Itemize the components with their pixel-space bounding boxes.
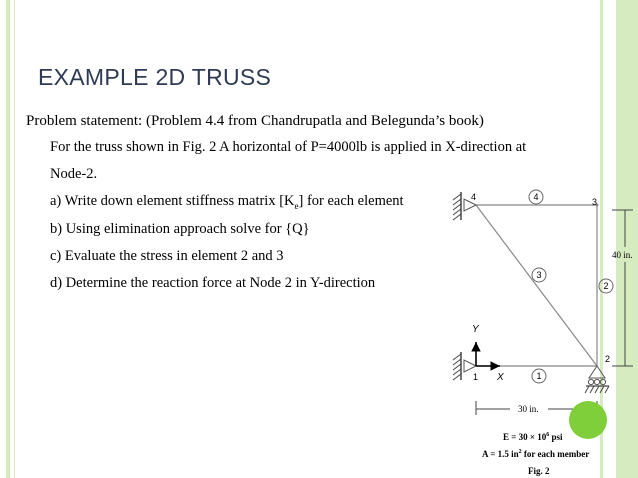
- element-label-2: [599, 279, 613, 293]
- svg-text:2: 2: [603, 281, 609, 291]
- question-a-rest: ] for each element: [298, 193, 404, 209]
- node-label-4: 4: [471, 192, 477, 202]
- svg-text:1: 1: [536, 371, 542, 381]
- x-axis-label: X: [497, 372, 504, 383]
- svg-text:3: 3: [536, 270, 542, 280]
- node-label-1: 1: [473, 372, 479, 382]
- area-text: A = 1.5 $in^2$ for each member: [482, 449, 590, 459]
- slide-title: EXAMPLE 2D TRUSS: [38, 64, 272, 90]
- modulus-text: $E = 30 \times 10^6$ psi: [503, 432, 563, 442]
- question-c: c) Evaluate the stress in element 2 and 3: [50, 248, 284, 264]
- figure-caption: Fig. 2: [528, 466, 550, 476]
- question-b: b) Using elimination approach solve for {Q}: [50, 221, 310, 237]
- statement-line-1: For the truss shown in Fig. 2 A horizontal of P=4000lb is applied in X-direction at: [50, 139, 527, 155]
- element-label-3: [532, 268, 546, 282]
- node-2-roller-support: [585, 366, 609, 393]
- node-label-2: 2: [605, 354, 611, 364]
- width-dimension-label: 30 in.: [518, 404, 539, 414]
- problem-statement: Problem statement: (Problem 4.4 from Chandrupatla and Belegunda’s book): [26, 113, 484, 129]
- question-a-subscript: e: [294, 200, 299, 211]
- svg-text:4: 4: [533, 192, 539, 202]
- question-d: d) Determine the reaction force at Node 2 in Y-direction: [50, 275, 376, 291]
- y-axis-label: Y: [472, 324, 479, 335]
- height-dimension: [612, 210, 633, 366]
- height-dimension-label: 40 in.: [612, 250, 633, 260]
- element-label-4: [529, 190, 543, 204]
- statement-line-2: Node-2.: [50, 166, 98, 182]
- node-label-3: 3: [592, 197, 598, 207]
- highlight-dot: [569, 401, 607, 439]
- element-label-1: [532, 369, 546, 383]
- question-a-text: a) Write down element stiffness matrix [K: [50, 193, 295, 209]
- member-3: [476, 205, 597, 366]
